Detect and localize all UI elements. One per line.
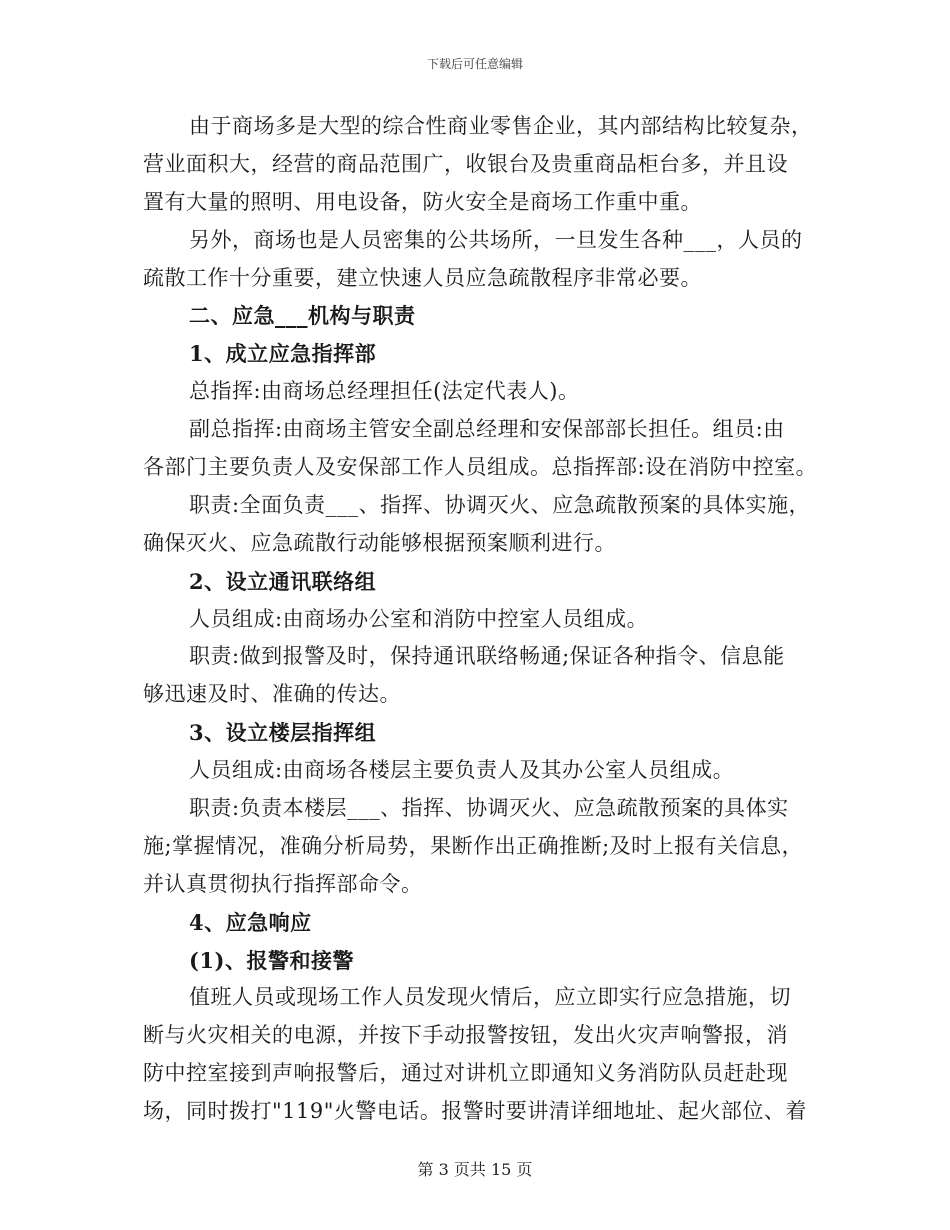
paragraph-line: 断与火灾相关的电源，并按下手动报警按钮，发出火灾声响警报，消 <box>143 1023 788 1048</box>
paragraph-line: 够迅速及时、准确的传达。 <box>143 682 401 707</box>
paragraph-line: 职责:全面负责___、指挥、协调灭火、应急疏散预案的具体实施， <box>189 492 811 517</box>
paragraph-line: 人员组成:由商场办公室和消防中控室人员组成。 <box>189 606 649 631</box>
document-body <box>143 108 833 1131</box>
paragraph-line: 由于商场多是大型的综合性商业零售企业，其内部结构比较复杂， <box>189 114 813 138</box>
paragraph-line: 防中控室接到声响报警后，通过对讲机立即通知义务消防队员赶赴现 <box>143 1061 788 1086</box>
paragraph-line: 施;掌握情况，准确分析局势，果断作出正确推断;及时上报有关信息， <box>143 833 804 858</box>
paragraph-line: 另外，商场也是人员密集的公共场所，一旦发生各种___，人员的 <box>189 227 803 252</box>
paragraph-line: 场，同时拨打"119"火警电话。报警时要讲清详细地址、起火部位、着 <box>143 1099 807 1124</box>
paragraph-line: 各部门主要负责人及安保部工作人员组成。总指挥部:设在消防中控室。 <box>143 455 818 480</box>
page-header: 下载后可任意编辑 <box>426 57 523 71</box>
paragraph-line: 职责:做到报警及时，保持通讯联络畅通;保证各种指令、信息能 <box>189 644 785 669</box>
paragraph-line: 职责:负责本楼层___、指挥、协调灭火、应急疏散预案的具体实 <box>189 796 789 821</box>
paragraph-line: 并认真贯彻执行指挥部命令。 <box>143 871 423 896</box>
section-heading: 3、设立楼层指挥组 <box>189 720 377 746</box>
section-heading: 二、应急___机构与职责 <box>189 303 416 329</box>
page-footer: 第 3 页共 15 页 <box>417 1160 533 1179</box>
paragraph-line: 总指挥:由商场总经理担任(法定代表人)。 <box>189 379 580 404</box>
paragraph-line: 值班人员或现场工作人员发现火情后，应立即实行应急措施，切 <box>189 985 791 1010</box>
section-heading: 4、应急响应 <box>189 909 312 935</box>
paragraph-line: 确保灭火、应急疏散行动能够根据预案顺利进行。 <box>143 530 616 555</box>
paragraph-line: 副总指挥:由商场主管安全副总经理和安保部部长担任。组员:由 <box>189 417 785 442</box>
section-heading: (1)、报警和接警 <box>189 947 354 973</box>
section-heading: 1、成立应急指挥部 <box>189 341 377 367</box>
paragraph-line: 疏散工作十分重要，建立快速人员应急疏散程序非常必要。 <box>143 265 702 290</box>
section-heading: 2、设立通讯联络组 <box>189 568 377 594</box>
paragraph-line: 置有大量的照明、用电设备，防火安全是商场工作重中重。 <box>143 189 702 214</box>
paragraph-line: 人员组成:由商场各楼层主要负责人及其办公室人员组成。 <box>189 758 735 783</box>
paragraph-line: 营业面积大，经营的商品范围广，收银台及贵重商品柜台多，并且设 <box>143 151 788 176</box>
